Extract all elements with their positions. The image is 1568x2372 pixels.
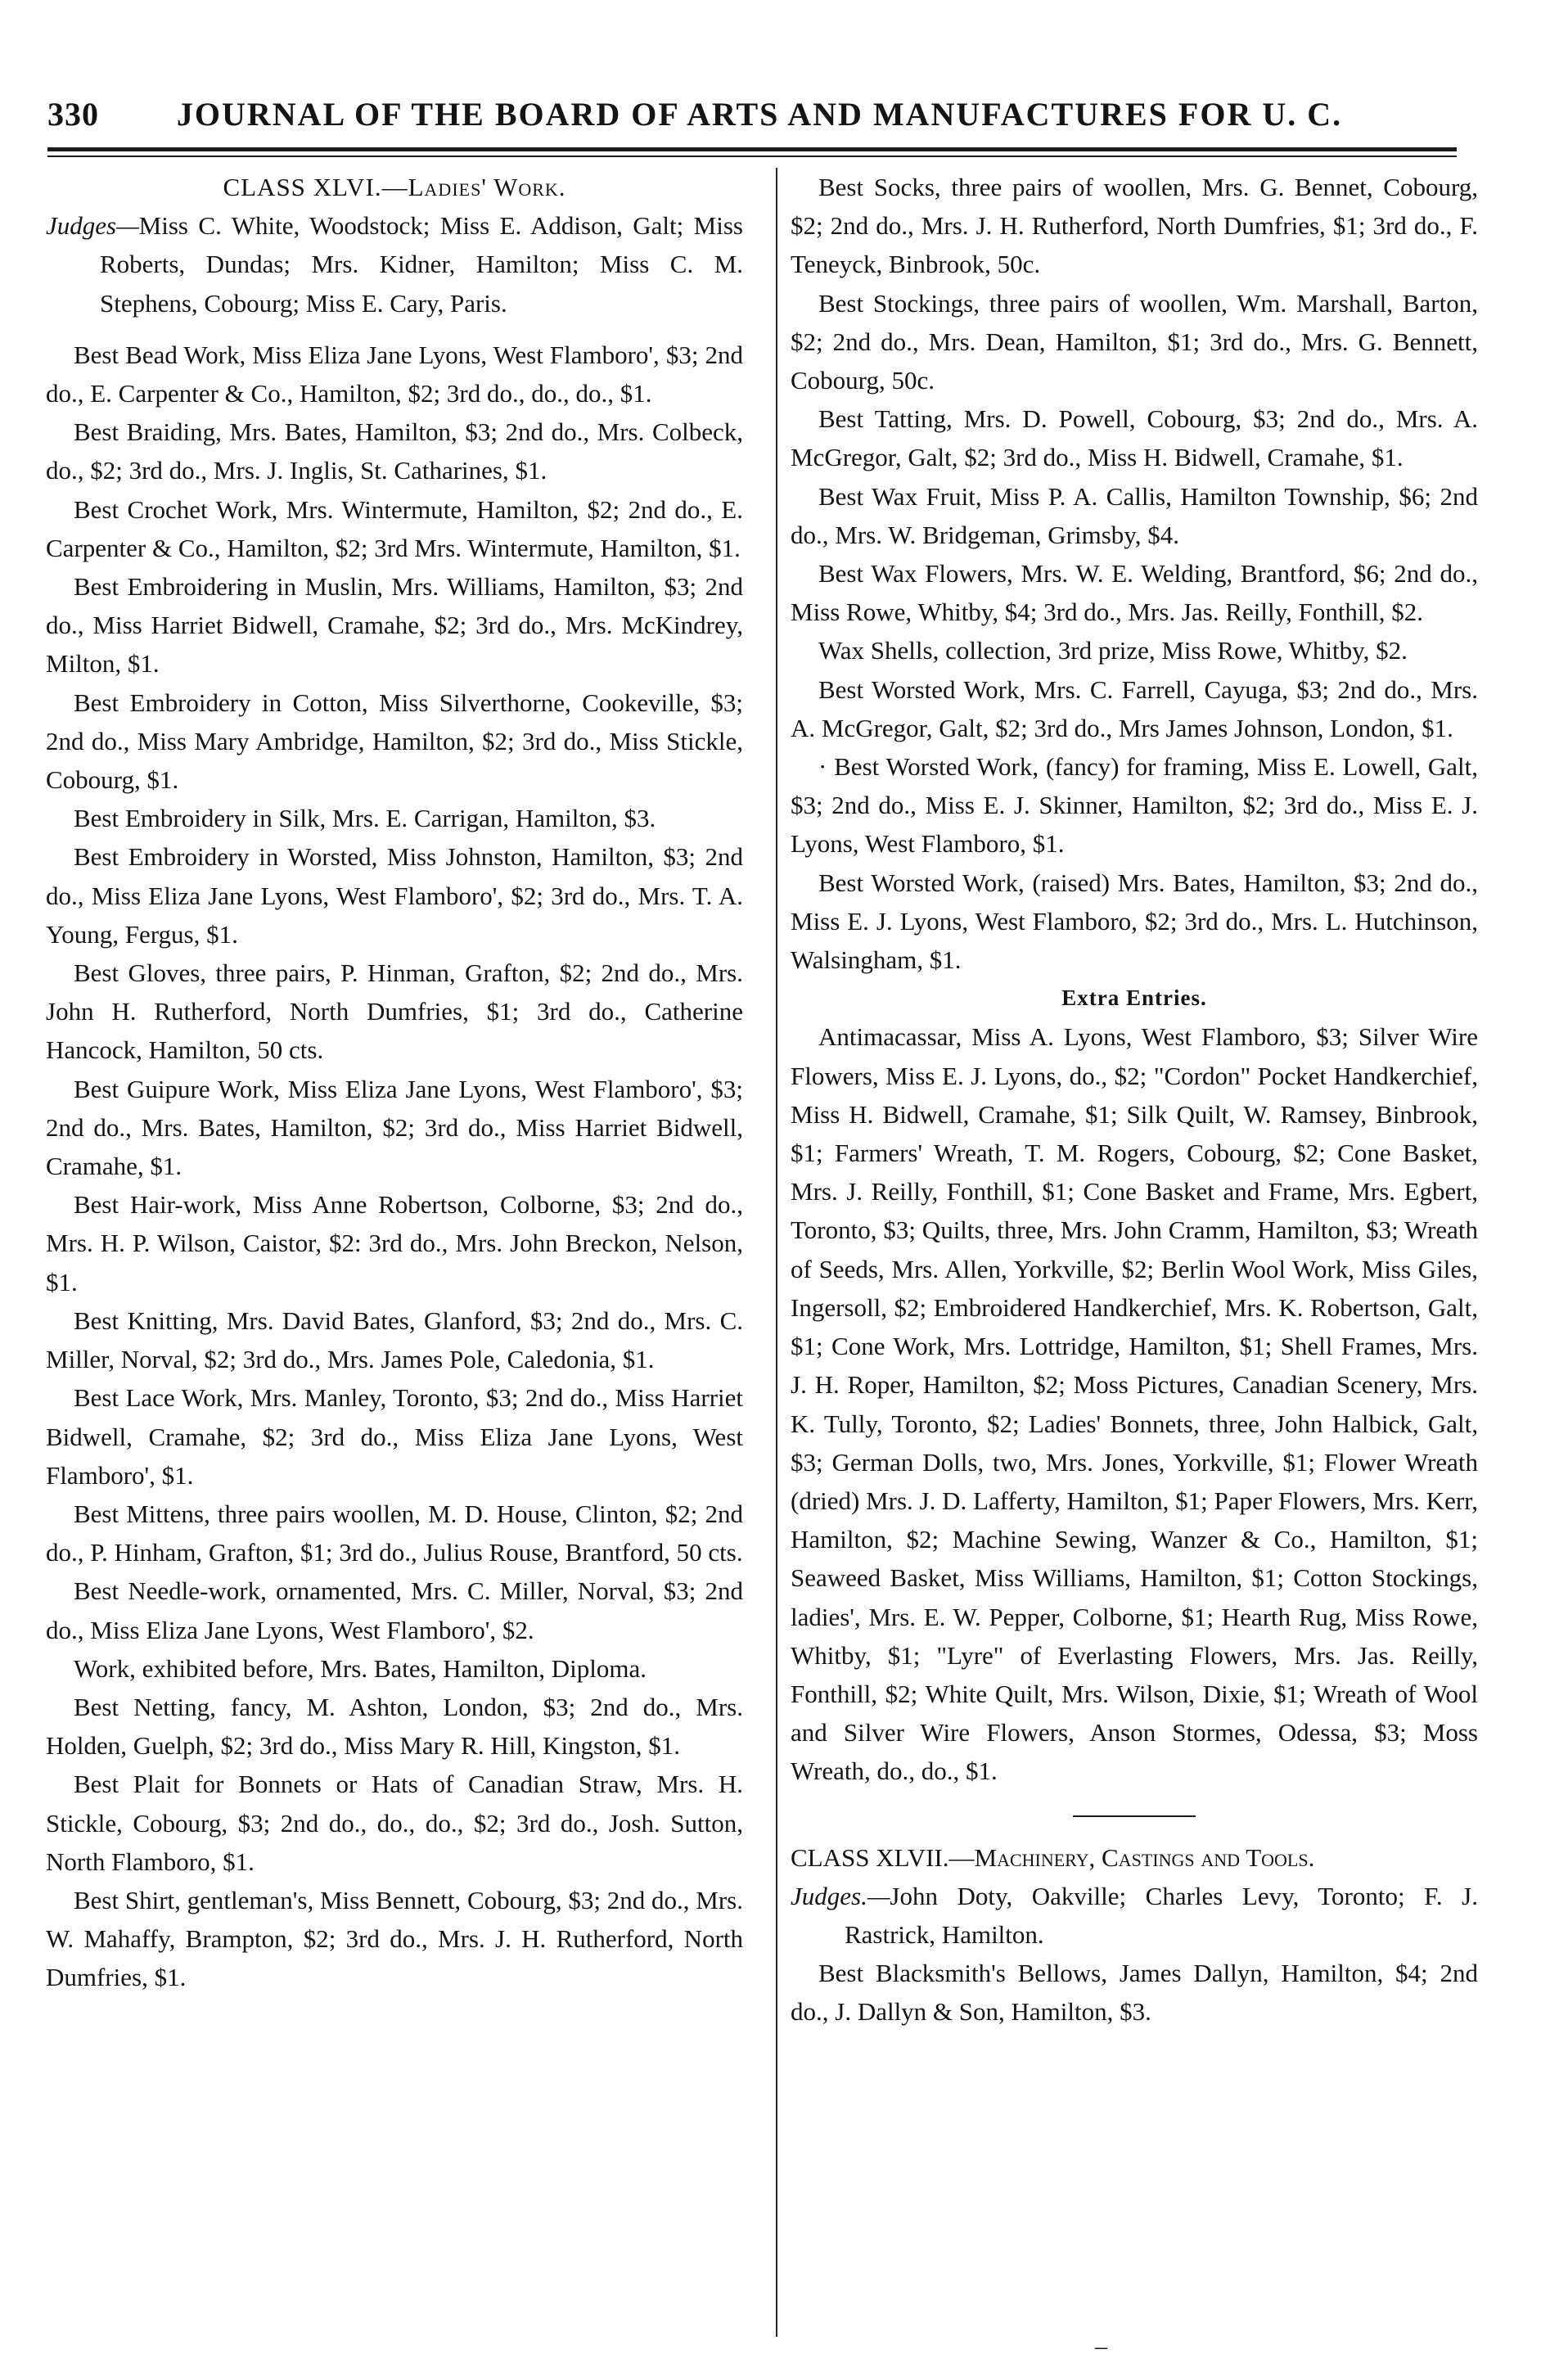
judges-names: Miss C. White, Woodstock; Miss E. Addison, Galt; Miss Roberts, Dundas; Mrs. Kidner, Hamilton; Miss C. M. Stephens, Cobourg; Miss E. Cary, Paris.	[100, 211, 743, 318]
header-rule-thick	[47, 147, 1457, 151]
prize-entry: Best Mittens, three pairs woollen, M. D. House, Clinton, $2; 2nd do., P. Hinham, Grafton, $1; 3rd do., Julius Rouse, Brantford, 50 cts.	[46, 1499, 743, 1567]
column-divider	[776, 168, 777, 2337]
prize-entry: Work, exhibited before, Mrs. Bates, Hamilton, Diploma.	[74, 1653, 647, 1683]
prize-entry: Best Embroidering in Muslin, Mrs. Williams, Hamilton, $3; 2nd do., Miss Harriet Bidwell, Cramahe, $2; 3rd do., Mrs. McKindrey, Milton, $1.	[46, 572, 743, 679]
prize-entry: Wax Shells, collection, 3rd prize, Miss Rowe, Whitby, $2.	[818, 636, 1408, 665]
prize-entry: Best Worsted Work, (raised) Mrs. Bates, Hamilton, $3; 2nd do., Miss E. J. Lyons, West Flamboro, $2; 3rd do., Mrs. L. Hutchinson, Walsingham, $1.	[791, 868, 1478, 975]
prize-entry: Best Stockings, three pairs of woollen, Wm. Marshall, Barton, $2; 2nd do., Mrs. Dean, Hamilton, $1; 3rd do., Mrs. G. Bennett, Cobourg, 50c.	[791, 288, 1478, 395]
prize-entry: Best Netting, fancy, M. Ashton, London, $3; 2nd do., Mrs. Holden, Guelph, $2; 3rd do., Miss Mary R. Hill, Kingston, $1.	[46, 1692, 743, 1761]
page-header	[47, 92, 1457, 141]
class-46-heading	[46, 168, 743, 206]
section-rule	[1073, 1815, 1196, 1817]
prize-entry: Best Bead Work, Miss Eliza Jane Lyons, West Flamboro', $3; 2nd do., E. Carpenter & Co., Hamilton, $2; 3rd do., do., do., $1.	[46, 340, 743, 408]
prize-entry: Best Lace Work, Mrs. Manley, Toronto, $3; 2nd do., Miss Harriet Bidwell, Cramahe, $2; 3rd do., Miss Eliza Jane Lyons, West Flamboro', $1.	[46, 1383, 743, 1490]
page-number: 330	[47, 96, 99, 133]
prize-entry: Best Embroidery in Cotton, Miss Silverthorne, Cookeville, $3; 2nd do., Miss Mary Ambridge, Hamilton, $2; 3rd do., Miss Stickle, Cobourg, $1.	[46, 688, 743, 795]
prize-entry: Best Wax Fruit, Miss P. A. Callis, Hamilton Township, $6; 2nd do., Mrs. W. Bridgeman, Grimsby, $4.	[791, 481, 1478, 549]
prize-entry: Best Braiding, Mrs. Bates, Hamilton, $3; 2nd do., Mrs. Colbeck, do., $2; 3rd do., Mrs. J. Inglis, St. Catharines, $1.	[46, 417, 743, 485]
right-column	[791, 168, 1478, 2329]
class-47-heading	[791, 1838, 1478, 1877]
prize-entry: Best Crochet Work, Mrs. Wintermute, Hamilton, $2; 2nd do., E. Carpenter & Co., Hamilton, $2; 3rd Mrs. Wintermute, Hamilton, $1.	[46, 494, 743, 562]
prize-entry: Best Plait for Bonnets or Hats of Canadian Straw, Mrs. H. Stickle, Cobourg, $3; 2nd do., do., do., $2; 3rd do., Josh. Sutton, North Flamboro, $1.	[46, 1770, 743, 1876]
prize-entry: Best Hair-work, Miss Anne Robertson, Colborne, $3; 2nd do., Mrs. H. P. Wilson, Caistor, $2: 3rd do., Mrs. John Breckon, Nelson, $1.	[46, 1190, 743, 1296]
extra-entries-heading: Extra Entries.	[1061, 985, 1207, 1011]
judges-names: John Doty, Oakville; Charles Levy, Toronto; F. J. Rastrick, Hamilton.	[845, 1881, 1478, 1949]
prize-entry: Best Embroidery in Worsted, Miss Johnston, Hamilton, $3; 2nd do., Miss Eliza Jane Lyons, West Flamboro', $2; 3rd do., Mrs. T. A. Young, Fergus, $1.	[46, 842, 743, 949]
class-47-heading-title: Machinery, Castings and Tools.	[974, 1842, 1315, 1872]
prize-entry: Best Embroidery in Silk, Mrs. E. Carrigan, Hamilton, $3.	[74, 804, 656, 833]
header-rule-thin	[47, 156, 1457, 157]
class-46-heading-prefix: CLASS XLVI.—	[223, 173, 408, 201]
prize-entry: Best Worsted Work, Mrs. C. Farrell, Cayuga, $3; 2nd do., Mrs. A. McGregor, Galt, $2; 3rd do., Mrs James Johnson, London, $1.	[791, 674, 1478, 742]
prize-entry: Best Tatting, Mrs. D. Powell, Cobourg, $3; 2nd do., Mrs. A. McGregor, Galt, $2; 3rd do., Miss H. Bidwell, Cramahe, $1.	[791, 404, 1478, 472]
class-47-judges	[791, 1877, 1478, 1954]
running-title: JOURNAL OF THE BOARD OF ARTS AND MANUFACTURES FOR U. C.	[176, 96, 1343, 133]
prize-entry: Best Shirt, gentleman's, Miss Bennett, Cobourg, $3; 2nd do., Mrs. W. Mahaffy, Brampton, $2; 3rd do., Mrs. J. H. Rutherford, North Dumfries, $1.	[46, 1885, 743, 1992]
left-column	[46, 168, 743, 2329]
prize-entry: Best Needle-work, ornamented, Mrs. C. Miller, Norval, $3; 2nd do., Miss Eliza Jane Lyons, West Flamboro', $2.	[46, 1576, 743, 1644]
class-46-judges	[46, 206, 743, 322]
prize-entry: Best Wax Flowers, Mrs. W. E. Welding, Brantford, $6; 2nd do., Miss Rowe, Whitby, $4; 3rd do., Mrs. Jas. Reilly, Fonthill, $2.	[791, 559, 1478, 627]
prize-entry: Best Guipure Work, Miss Eliza Jane Lyons, West Flamboro', $3; 2nd do., Mrs. Bates, Hamilton, $2; 3rd do., Miss Harriet Bidwell, Cramahe, $1.	[46, 1074, 743, 1181]
prize-entry: Best Gloves, three pairs, P. Hinman, Grafton, $2; 2nd do., Mrs. John H. Rutherford, North Dumfries, $1; 3rd do., Catherine Hancock, Hamilton, 50 cts.	[46, 958, 743, 1065]
footer-mark: –	[1095, 2333, 1107, 2360]
prize-entry: Best Knitting, Mrs. David Bates, Glanford, $3; 2nd do., Mrs. C. Miller, Norval, $2; 3rd do., Mrs. James Pole, Caledonia, $1.	[46, 1306, 743, 1374]
prize-entry: · Best Worsted Work, (fancy) for framing, Miss E. Lowell, Galt, $3; 2nd do., Miss E. J. Skinner, Hamilton, $2; 3rd do., Miss E. J. Lyons, West Flamboro, $1.	[791, 752, 1478, 859]
judges-label: Judges—	[46, 211, 139, 241]
judges-label: Judges.—	[791, 1881, 890, 1910]
class-46-heading-title: Ladies' Work.	[408, 173, 566, 201]
prize-entry: Best Blacksmith's Bellows, James Dallyn, Hamilton, $4; 2nd do., J. Dallyn & Son, Hamilton, $3.	[791, 1959, 1478, 2027]
class-47-heading-prefix: CLASS XLVII.—	[791, 1842, 975, 1872]
extra-entries-text: Antimacassar, Miss A. Lyons, West Flamboro, $3; Silver Wire Flowers, Miss E. J. Lyons, do., $2; "Cordon" Pocket Handkerchief, Miss H. Bidwell, Cramahe, $1; Silk Quilt, W. Ramsey, Binbrook, $1; Farmers' Wreath, T. M. Rogers, Cobourg, $2; Cone Basket, Mrs. J. Reilly, Fonthill, $1; Cone Basket and Frame, Mrs. Egbert, Toronto, $3; Quilts, three, Mrs. John Cramm, Hamilton, $3; Wreath of Seeds, Mrs. Allen, Yorkville, $2; Berlin Wool Work, Miss Giles, Ingersoll, $2; Embroidered Handkerchief, Mrs. K. Robertson, Galt, $1; Cone Work, Mrs. Lottridge, Hamilton, $1; Shell Frames, Mrs. J. H. Roper, Hamilton, $2; Moss Pictures, Canadian Scenery, Mrs. K. Tully, Toronto, $2; Ladies' Bonnets, three, John Halbick, Galt, $3; German Dolls, two, Mrs. Jones, Yorkville, $1; Flower Wreath (dried) Mrs. J. D. Lafferty, Hamilton, $1; Paper Flowers, Mrs. Kerr, Hamilton, $2; Machine Sewing, Wanzer & Co., Hamilton, $1; Seaweed Basket, Miss Williams, Hamilton, $1; Cotton Stockings, ladies', Mrs. E. W. Pepper, Colborne, $1; Hearth Rug, Miss Rowe, Whitby, $1; "Lyre" of Everlasting Flowers, Mrs. Jas. Reilly, Fonthill, $2; White Quilt, Mrs. Wilson, Dixie, $1; Wreath of Wool and Silver Wire Flowers, Anson Stormes, Odessa, $3; Moss Wreath, do., do., $1.	[791, 1022, 1478, 1786]
prize-entry: Best Socks, three pairs of woollen, Mrs. G. Bennet, Cobourg, $2; 2nd do., Mrs. J. H. Rutherford, North Dumfries, $1; 3rd do., F. Teneyck, Binbrook, 50c.	[791, 173, 1478, 279]
